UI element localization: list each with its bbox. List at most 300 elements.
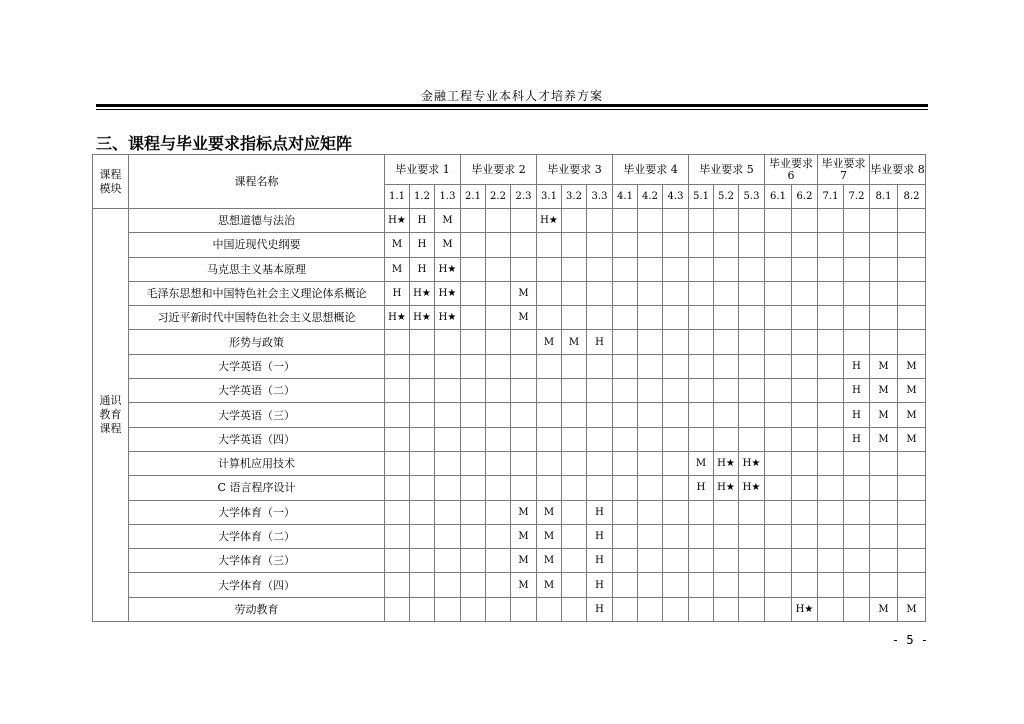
course-name-column-header: 课程名称 — [129, 155, 385, 209]
matrix-cell — [792, 306, 818, 330]
matrix-cell: H — [689, 476, 714, 500]
matrix-cell — [663, 233, 689, 257]
matrix-cell — [870, 500, 898, 524]
matrix-cell: M — [537, 524, 562, 548]
matrix-cell — [689, 354, 714, 378]
matrix-cell — [613, 257, 638, 281]
matrix-cell — [511, 233, 537, 257]
indicator-header: 3.2 — [562, 185, 587, 209]
document-header-title: 金融工程专业本科人才培养方案 — [420, 89, 603, 103]
matrix-cell — [818, 597, 844, 621]
matrix-cell — [792, 451, 818, 475]
matrix-cell: H — [587, 549, 613, 573]
matrix-cell — [739, 597, 765, 621]
matrix-cell — [562, 257, 587, 281]
matrix-cell — [562, 549, 587, 573]
matrix-cell — [714, 257, 739, 281]
matrix-cell — [898, 500, 926, 524]
matrix-cell: H★ — [739, 451, 765, 475]
matrix-cell — [385, 597, 410, 621]
matrix-cell: M — [537, 500, 562, 524]
matrix-cell — [765, 451, 792, 475]
matrix-cell — [765, 524, 792, 548]
matrix-cell — [537, 427, 562, 451]
matrix-cell: M — [435, 233, 461, 257]
matrix-cell — [435, 403, 461, 427]
matrix-cell — [898, 233, 926, 257]
matrix-cell — [870, 476, 898, 500]
matrix-cell — [638, 524, 663, 548]
matrix-cell — [410, 549, 435, 573]
indicator-header: 1.1 — [385, 185, 410, 209]
matrix-cell — [613, 573, 638, 597]
matrix-cell — [562, 281, 587, 305]
matrix-cell — [385, 451, 410, 475]
matrix-cell — [714, 500, 739, 524]
matrix-cell — [461, 427, 486, 451]
matrix-cell: M — [870, 354, 898, 378]
matrix-cell — [765, 209, 792, 233]
matrix-cell — [689, 330, 714, 354]
matrix-cell — [689, 500, 714, 524]
matrix-cell — [739, 330, 765, 354]
matrix-cell — [562, 451, 587, 475]
matrix-cell — [818, 354, 844, 378]
matrix-cell — [486, 379, 511, 403]
requirement-header: 毕业要求 5 — [689, 155, 765, 185]
matrix-cell — [663, 451, 689, 475]
matrix-cell — [870, 257, 898, 281]
table-row — [93, 573, 926, 597]
matrix-cell — [435, 330, 461, 354]
matrix-cell: H — [410, 233, 435, 257]
matrix-cell — [486, 257, 511, 281]
course-name-cell: 大学英语（一） — [129, 354, 385, 378]
matrix-cell — [739, 379, 765, 403]
matrix-cell — [410, 427, 435, 451]
matrix-cell — [613, 354, 638, 378]
matrix-cell — [818, 573, 844, 597]
matrix-cell — [587, 257, 613, 281]
matrix-cell — [818, 330, 844, 354]
matrix-cell — [818, 500, 844, 524]
matrix-cell: H★ — [739, 476, 765, 500]
matrix-cell — [435, 549, 461, 573]
matrix-cell — [818, 281, 844, 305]
course-name-cell: 毛泽东思想和中国特色社会主义理论体系概论 — [129, 281, 385, 305]
matrix-cell: M — [898, 354, 926, 378]
matrix-cell — [739, 354, 765, 378]
matrix-cell: H — [587, 573, 613, 597]
matrix-cell — [663, 257, 689, 281]
course-requirement-matrix — [92, 154, 926, 622]
matrix-cell — [739, 209, 765, 233]
matrix-cell — [562, 403, 587, 427]
matrix-cell — [898, 257, 926, 281]
matrix-cell — [663, 379, 689, 403]
table-row — [93, 306, 926, 330]
matrix-cell — [663, 524, 689, 548]
course-name-cell: 大学体育（一） — [129, 500, 385, 524]
matrix-cell: M — [511, 281, 537, 305]
matrix-cell — [486, 427, 511, 451]
matrix-cell — [870, 209, 898, 233]
matrix-cell — [410, 500, 435, 524]
matrix-cell: H — [587, 524, 613, 548]
matrix-cell — [435, 451, 461, 475]
indicator-header: 3.1 — [537, 185, 562, 209]
matrix-cell — [663, 354, 689, 378]
matrix-cell — [486, 354, 511, 378]
matrix-cell — [714, 281, 739, 305]
matrix-cell — [818, 233, 844, 257]
matrix-cell — [511, 209, 537, 233]
matrix-cell — [486, 330, 511, 354]
matrix-cell — [765, 281, 792, 305]
matrix-cell: H★ — [385, 306, 410, 330]
matrix-cell: H★ — [435, 306, 461, 330]
matrix-cell — [689, 427, 714, 451]
indicator-header: 5.2 — [714, 185, 739, 209]
matrix-cell — [587, 233, 613, 257]
matrix-cell — [818, 403, 844, 427]
matrix-cell — [461, 403, 486, 427]
matrix-cell — [714, 354, 739, 378]
matrix-cell — [739, 281, 765, 305]
matrix-cell — [739, 524, 765, 548]
matrix-cell: M — [435, 209, 461, 233]
matrix-cell — [765, 573, 792, 597]
matrix-cell — [385, 379, 410, 403]
matrix-cell — [562, 573, 587, 597]
matrix-cell — [461, 209, 486, 233]
matrix-cell — [689, 257, 714, 281]
matrix-cell — [818, 427, 844, 451]
course-name-cell: 大学英语（三） — [129, 403, 385, 427]
requirement-header: 毕业要求 8 — [870, 155, 926, 185]
matrix-cell — [385, 403, 410, 427]
matrix-cell: M — [385, 257, 410, 281]
course-name-cell: 思想道德与法治 — [129, 209, 385, 233]
matrix-cell — [486, 281, 511, 305]
matrix-cell — [511, 354, 537, 378]
matrix-cell — [638, 500, 663, 524]
matrix-cell — [486, 306, 511, 330]
matrix-cell — [562, 306, 587, 330]
matrix-cell — [638, 403, 663, 427]
matrix-cell — [792, 549, 818, 573]
matrix-cell — [792, 403, 818, 427]
matrix-cell — [385, 500, 410, 524]
matrix-cell: H — [587, 597, 613, 621]
matrix-cell: H★ — [537, 209, 562, 233]
matrix-cell — [385, 354, 410, 378]
matrix-cell — [562, 233, 587, 257]
matrix-cell — [739, 257, 765, 281]
matrix-cell — [870, 524, 898, 548]
matrix-cell: H★ — [435, 257, 461, 281]
matrix-cell — [689, 379, 714, 403]
indicator-header: 4.2 — [638, 185, 663, 209]
matrix-cell — [385, 427, 410, 451]
matrix-cell — [765, 427, 792, 451]
matrix-cell — [739, 403, 765, 427]
matrix-cell: M — [898, 427, 926, 451]
matrix-cell — [638, 281, 663, 305]
matrix-cell — [739, 233, 765, 257]
matrix-cell: H — [587, 500, 613, 524]
matrix-cell — [844, 209, 870, 233]
matrix-cell — [898, 549, 926, 573]
matrix-cell — [714, 549, 739, 573]
table-row — [93, 476, 926, 500]
matrix-cell — [638, 451, 663, 475]
course-name-cell: 大学体育（三） — [129, 549, 385, 573]
matrix-cell — [689, 233, 714, 257]
matrix-cell — [898, 524, 926, 548]
matrix-cell — [818, 524, 844, 548]
matrix-cell — [818, 209, 844, 233]
matrix-cell — [461, 306, 486, 330]
matrix-cell — [511, 403, 537, 427]
matrix-cell: H — [410, 209, 435, 233]
matrix-cell — [714, 330, 739, 354]
matrix-cell — [765, 403, 792, 427]
indicator-header: 5.1 — [689, 185, 714, 209]
matrix-cell: M — [537, 330, 562, 354]
indicator-header: 2.2 — [486, 185, 511, 209]
matrix-cell — [638, 330, 663, 354]
matrix-cell — [587, 476, 613, 500]
matrix-cell — [537, 403, 562, 427]
matrix-cell: M — [870, 379, 898, 403]
matrix-cell — [410, 524, 435, 548]
matrix-cell — [435, 524, 461, 548]
matrix-cell — [461, 524, 486, 548]
matrix-cell — [870, 549, 898, 573]
matrix-cell — [898, 281, 926, 305]
matrix-cell — [461, 500, 486, 524]
matrix-cell — [765, 476, 792, 500]
matrix-cell — [613, 549, 638, 573]
matrix-cell: M — [562, 330, 587, 354]
matrix-cell — [486, 500, 511, 524]
matrix-cell — [511, 330, 537, 354]
matrix-cell — [663, 573, 689, 597]
matrix-cell: M — [511, 500, 537, 524]
matrix-cell — [486, 549, 511, 573]
course-name-cell: 大学英语（四） — [129, 427, 385, 451]
matrix-cell — [689, 403, 714, 427]
matrix-cell — [765, 306, 792, 330]
matrix-cell — [638, 354, 663, 378]
table-row — [93, 451, 926, 475]
matrix-cell — [385, 330, 410, 354]
matrix-cell — [562, 209, 587, 233]
matrix-cell — [898, 476, 926, 500]
matrix-cell — [562, 524, 587, 548]
matrix-cell — [613, 451, 638, 475]
matrix-cell — [714, 379, 739, 403]
matrix-cell — [898, 306, 926, 330]
section-title: 三、课程与毕业要求指标点对应矩阵 — [96, 134, 353, 153]
matrix-cell — [461, 573, 486, 597]
indicator-header: 8.2 — [898, 185, 926, 209]
matrix-cell — [537, 354, 562, 378]
indicator-header: 4.3 — [663, 185, 689, 209]
matrix-cell — [562, 597, 587, 621]
table-row — [93, 257, 926, 281]
matrix-cell — [638, 306, 663, 330]
requirement-header: 毕业要求 2 — [461, 155, 537, 185]
matrix-cell — [870, 281, 898, 305]
matrix-cell — [792, 500, 818, 524]
matrix-cell — [714, 403, 739, 427]
matrix-cell — [792, 354, 818, 378]
matrix-cell — [486, 451, 511, 475]
matrix-cell — [511, 257, 537, 281]
matrix-cell — [385, 476, 410, 500]
matrix-cell — [689, 524, 714, 548]
matrix-cell — [663, 281, 689, 305]
matrix-cell — [461, 257, 486, 281]
matrix-cell — [818, 549, 844, 573]
matrix-cell — [410, 573, 435, 597]
matrix-cell — [870, 306, 898, 330]
indicator-header: 6.1 — [765, 185, 792, 209]
matrix-cell: H★ — [410, 306, 435, 330]
requirement-header: 毕业要求 7 — [818, 155, 870, 185]
matrix-cell — [435, 597, 461, 621]
header-rule-thick — [96, 104, 928, 107]
matrix-cell — [613, 427, 638, 451]
matrix-cell — [739, 500, 765, 524]
matrix-cell — [818, 379, 844, 403]
matrix-cell — [511, 451, 537, 475]
matrix-cell: H★ — [792, 597, 818, 621]
matrix-cell — [870, 330, 898, 354]
matrix-cell: M — [898, 403, 926, 427]
matrix-cell — [461, 549, 486, 573]
matrix-cell — [461, 379, 486, 403]
matrix-cell — [765, 379, 792, 403]
matrix-cell — [435, 476, 461, 500]
matrix-cell — [792, 476, 818, 500]
requirement-header: 毕业要求 6 — [765, 155, 818, 185]
matrix-cell — [613, 306, 638, 330]
matrix-cell — [638, 233, 663, 257]
matrix-cell: M — [870, 597, 898, 621]
matrix-cell — [689, 573, 714, 597]
matrix-cell — [461, 476, 486, 500]
course-name-cell: 大学体育（四） — [129, 573, 385, 597]
matrix-cell — [870, 233, 898, 257]
matrix-cell: M — [898, 597, 926, 621]
matrix-cell — [844, 597, 870, 621]
matrix-cell — [587, 354, 613, 378]
matrix-cell — [435, 500, 461, 524]
matrix-cell — [792, 257, 818, 281]
course-name-cell: 大学体育（二） — [129, 524, 385, 548]
matrix-cell — [818, 257, 844, 281]
matrix-cell — [613, 476, 638, 500]
matrix-cell: H★ — [435, 281, 461, 305]
matrix-cell — [461, 597, 486, 621]
matrix-cell — [486, 209, 511, 233]
matrix-cell — [714, 597, 739, 621]
matrix-cell — [410, 379, 435, 403]
matrix-cell — [844, 549, 870, 573]
matrix-cell — [765, 500, 792, 524]
course-name-cell: 计算机应用技术 — [129, 451, 385, 475]
course-name-cell: 劳动教育 — [129, 597, 385, 621]
matrix-cell — [739, 427, 765, 451]
matrix-cell — [638, 549, 663, 573]
indicator-header: 3.3 — [587, 185, 613, 209]
matrix-cell — [818, 451, 844, 475]
table-row — [93, 281, 926, 305]
matrix-cell — [511, 597, 537, 621]
matrix-cell: H★ — [714, 451, 739, 475]
table-row — [93, 330, 926, 354]
matrix-cell — [765, 233, 792, 257]
matrix-cell — [613, 403, 638, 427]
matrix-cell — [663, 549, 689, 573]
matrix-cell — [587, 379, 613, 403]
header-rule-thin — [96, 109, 928, 110]
course-name-cell: 形势与政策 — [129, 330, 385, 354]
matrix-cell: M — [385, 233, 410, 257]
matrix-cell — [435, 379, 461, 403]
matrix-cell — [792, 233, 818, 257]
table-row — [93, 209, 926, 233]
requirement-header: 毕业要求 4 — [613, 155, 689, 185]
matrix-cell — [844, 573, 870, 597]
requirement-header: 毕业要求 3 — [537, 155, 613, 185]
matrix-cell — [663, 330, 689, 354]
table-row — [93, 354, 926, 378]
matrix-cell: H — [844, 354, 870, 378]
matrix-cell — [638, 257, 663, 281]
matrix-cell: M — [898, 379, 926, 403]
table-row — [93, 233, 926, 257]
matrix-cell — [587, 281, 613, 305]
matrix-cell — [844, 524, 870, 548]
matrix-cell — [739, 573, 765, 597]
matrix-cell — [537, 451, 562, 475]
matrix-cell — [613, 281, 638, 305]
matrix-cell — [461, 233, 486, 257]
matrix-cell: M — [689, 451, 714, 475]
matrix-cell — [663, 476, 689, 500]
matrix-cell — [537, 257, 562, 281]
matrix-cell — [689, 209, 714, 233]
indicator-header: 4.1 — [613, 185, 638, 209]
table-row — [93, 403, 926, 427]
matrix-cell — [765, 597, 792, 621]
matrix-cell — [870, 451, 898, 475]
matrix-cell — [537, 379, 562, 403]
matrix-cell — [486, 233, 511, 257]
matrix-cell — [689, 306, 714, 330]
matrix-cell — [587, 451, 613, 475]
indicator-header: 8.1 — [870, 185, 898, 209]
matrix-cell — [663, 209, 689, 233]
page-number: - 5 - — [891, 633, 928, 647]
matrix-cell — [765, 354, 792, 378]
table-row — [93, 597, 926, 621]
indicator-header: 2.3 — [511, 185, 537, 209]
